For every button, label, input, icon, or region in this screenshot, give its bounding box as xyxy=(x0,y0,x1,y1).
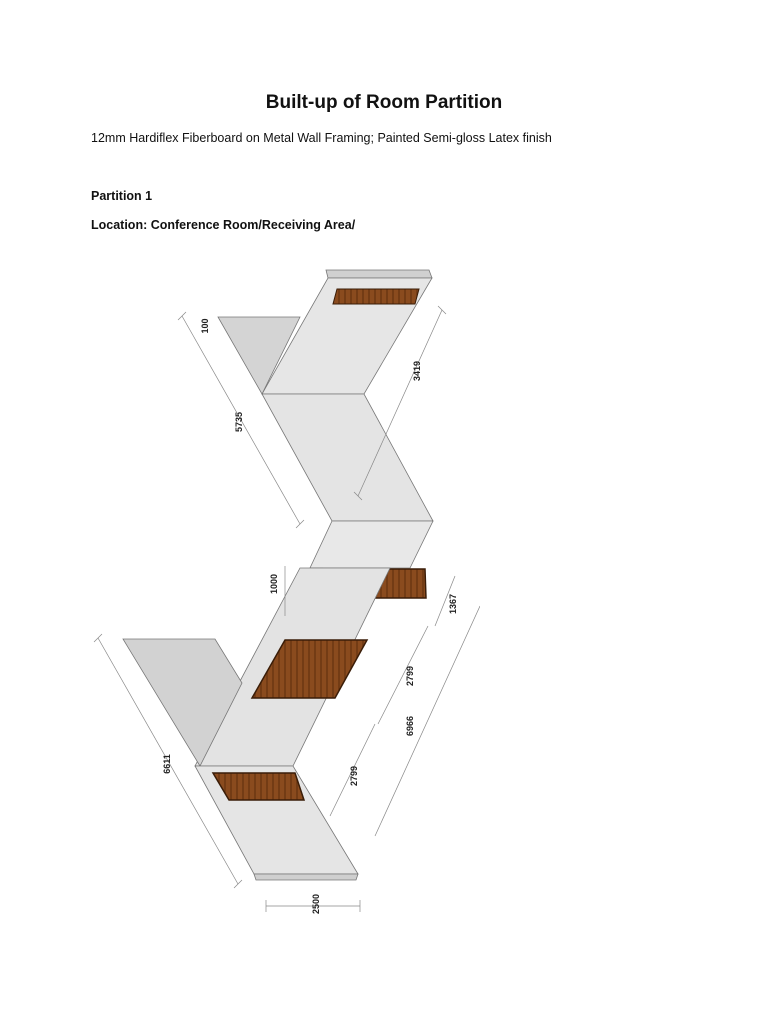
page-title: Built-up of Room Partition xyxy=(265,92,503,113)
partition-isometric-svg xyxy=(90,246,480,926)
dim-6966: 6966 xyxy=(405,715,415,737)
door-top-panel xyxy=(333,289,419,304)
door-bottom-panel xyxy=(213,773,304,800)
dim-1367: 1367 xyxy=(448,593,458,615)
dim-2799-lower: 2799 xyxy=(349,765,359,787)
subtitle-spec: 12mm Hardiflex Fiberboard on Metal Wall Framing; Painted Semi-gloss Latex finish xyxy=(91,131,552,145)
wall-bottom-cap xyxy=(254,874,358,880)
wall-segment-middle-lower xyxy=(310,521,433,568)
partition-drawing xyxy=(90,246,480,926)
dim-1000: 1000 xyxy=(269,573,279,595)
dim-2500: 2500 xyxy=(311,893,321,915)
dim-3419: 3419 xyxy=(412,360,422,382)
wall-top-cap xyxy=(326,270,432,278)
door-top xyxy=(90,246,91,247)
location-line: Location: Conference Room/Receiving Area/ xyxy=(91,218,356,232)
section-heading: Partition 1 xyxy=(91,189,153,203)
dim-5735: 5735 xyxy=(234,411,244,433)
dim-6611: 6611 xyxy=(162,754,172,774)
dim-2799-upper: 2799 xyxy=(405,665,415,687)
dim-100: 100 xyxy=(200,318,210,334)
